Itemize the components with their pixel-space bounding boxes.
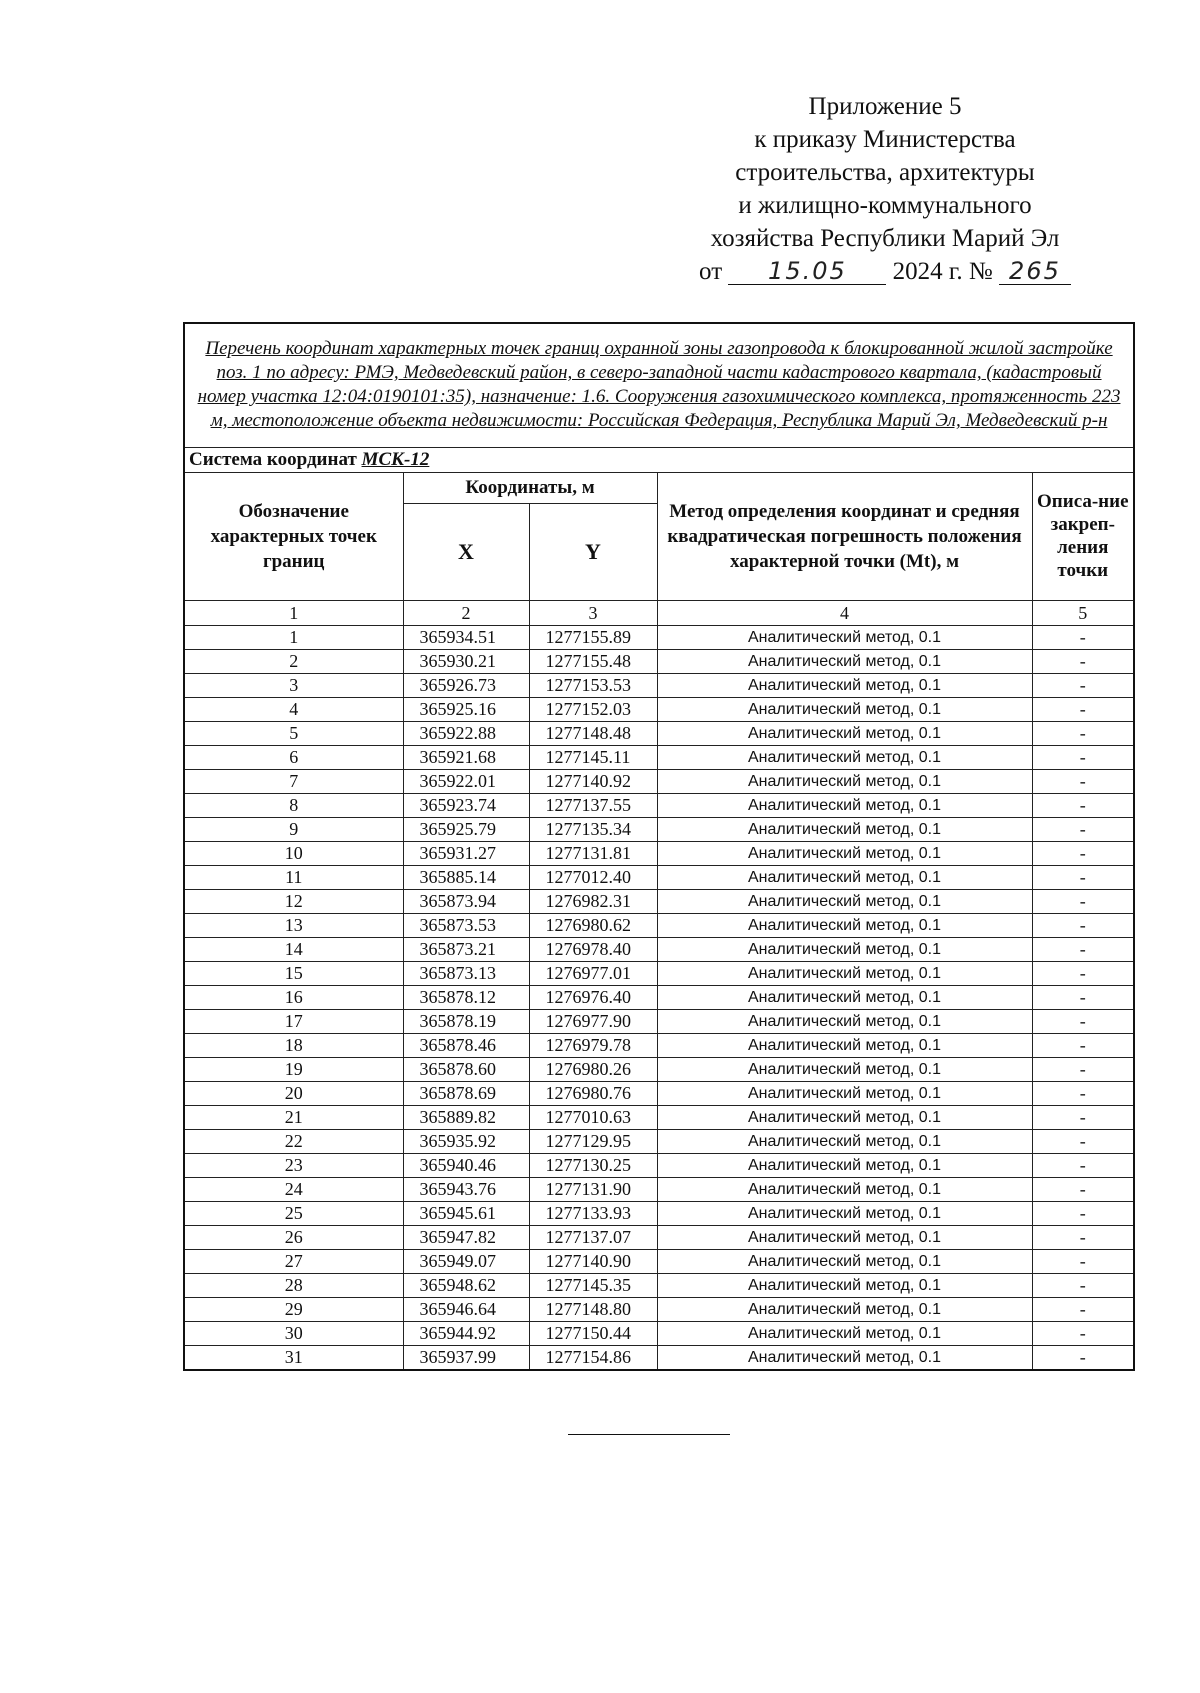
column-number: 3 (529, 600, 657, 625)
x-coordinate-cell: 365947.82 (403, 1225, 529, 1249)
table-title: Перечень координат характерных точек границ охранной зоны газопровода к блокированной жилой застройке поз. 1 по адресу: РМЭ, Медведевский район, в северо-западной части кадастрового квартала, (кадастровый номер участка 12:04:0190101:35), назначение: 1.6. Сооружения газохимического комплекса, протяженность 223 м, местоположение объекта недвижимости: Российская Федерация, Республика Марий Эл, Медведевский р-н (184, 323, 1134, 447)
y-coordinate-cell: 1277012.40 (529, 865, 657, 889)
x-coordinate-cell: 365878.69 (403, 1081, 529, 1105)
date-prefix: от (699, 258, 723, 285)
point-number-cell: 12 (184, 889, 403, 913)
y-coordinate-cell: 1277154.86 (529, 1345, 657, 1370)
x-coordinate-cell: 365889.82 (403, 1105, 529, 1129)
method-cell: Аналитический метод, 0.1 (657, 1105, 1032, 1129)
x-coordinate-cell: 365926.73 (403, 673, 529, 697)
y-coordinate-cell: 1276980.62 (529, 913, 657, 937)
y-coordinate-cell: 1277140.90 (529, 1249, 657, 1273)
x-coordinate-cell: 365922.01 (403, 769, 529, 793)
description-cell: - (1032, 1345, 1134, 1370)
table-row (184, 817, 1134, 841)
x-coordinate-cell: 365935.92 (403, 1129, 529, 1153)
y-coordinate-cell: 1277131.81 (529, 841, 657, 865)
y-coordinate-cell: 1277131.90 (529, 1177, 657, 1201)
end-divider (568, 1434, 730, 1435)
description-cell: - (1032, 841, 1134, 865)
table-row (184, 769, 1134, 793)
table-row (184, 1225, 1134, 1249)
point-number-cell: 2 (184, 649, 403, 673)
y-coordinate-cell: 1277148.48 (529, 721, 657, 745)
table-row (184, 721, 1134, 745)
x-coordinate-cell: 365873.94 (403, 889, 529, 913)
table-row (184, 1321, 1134, 1345)
y-coordinate-cell: 1276982.31 (529, 889, 657, 913)
x-coordinate-cell: 365925.79 (403, 817, 529, 841)
handwritten-date: 15.05 (728, 258, 886, 285)
point-number-cell: 3 (184, 673, 403, 697)
method-cell: Аналитический метод, 0.1 (657, 937, 1032, 961)
y-coordinate-cell: 1277145.11 (529, 745, 657, 769)
x-coordinate-cell: 365873.21 (403, 937, 529, 961)
description-cell: - (1032, 1201, 1134, 1225)
y-coordinate-cell: 1277148.80 (529, 1297, 657, 1321)
x-coordinate-cell: 365885.14 (403, 865, 529, 889)
method-cell: Аналитический метод, 0.1 (657, 817, 1032, 841)
x-coordinate-cell: 365878.19 (403, 1009, 529, 1033)
header-method: Метод определения координат и средняя квадратическая погрешность положения характерной точки (Mt), м (657, 472, 1032, 600)
description-cell: - (1032, 1321, 1134, 1345)
x-coordinate-cell: 365873.13 (403, 961, 529, 985)
method-cell: Аналитический метод, 0.1 (657, 721, 1032, 745)
point-number-cell: 25 (184, 1201, 403, 1225)
method-cell: Аналитический метод, 0.1 (657, 793, 1032, 817)
point-number-cell: 6 (184, 745, 403, 769)
y-coordinate-cell: 1277155.48 (529, 649, 657, 673)
x-coordinate-cell: 365945.61 (403, 1201, 529, 1225)
coordinate-system-value: МСК-12 (361, 448, 430, 470)
description-cell: - (1032, 1105, 1134, 1129)
method-cell: Аналитический метод, 0.1 (657, 1273, 1032, 1297)
y-coordinate-cell: 1277153.53 (529, 673, 657, 697)
method-cell: Аналитический метод, 0.1 (657, 1033, 1032, 1057)
point-number-cell: 13 (184, 913, 403, 937)
method-cell: Аналитический метод, 0.1 (657, 841, 1032, 865)
method-cell: Аналитический метод, 0.1 (657, 769, 1032, 793)
y-coordinate-cell: 1276977.90 (529, 1009, 657, 1033)
method-cell: Аналитический метод, 0.1 (657, 649, 1032, 673)
table-row (184, 1249, 1134, 1273)
point-number-cell: 15 (184, 961, 403, 985)
x-coordinate-cell: 365943.76 (403, 1177, 529, 1201)
x-coordinate-cell: 365934.51 (403, 625, 529, 649)
point-number-cell: 7 (184, 769, 403, 793)
method-cell: Аналитический метод, 0.1 (657, 673, 1032, 697)
y-coordinate-cell: 1276976.40 (529, 985, 657, 1009)
x-coordinate-cell: 365922.88 (403, 721, 529, 745)
description-cell: - (1032, 1153, 1134, 1177)
table-row (184, 1009, 1134, 1033)
table-row (184, 793, 1134, 817)
column-number: 1 (184, 600, 403, 625)
description-cell: - (1032, 673, 1134, 697)
method-cell: Аналитический метод, 0.1 (657, 625, 1032, 649)
y-coordinate-cell: 1277129.95 (529, 1129, 657, 1153)
coordinate-system-label: Система координат (189, 448, 357, 470)
point-number-cell: 20 (184, 1081, 403, 1105)
header-line: и жилищно-коммунального (738, 192, 1032, 219)
method-cell: Аналитический метод, 0.1 (657, 913, 1032, 937)
x-coordinate-cell: 365940.46 (403, 1153, 529, 1177)
point-number-cell: 4 (184, 697, 403, 721)
y-coordinate-cell: 1277130.25 (529, 1153, 657, 1177)
point-number-cell: 14 (184, 937, 403, 961)
point-number-cell: 10 (184, 841, 403, 865)
method-cell: Аналитический метод, 0.1 (657, 889, 1032, 913)
point-number-cell: 16 (184, 985, 403, 1009)
y-coordinate-cell: 1277145.35 (529, 1273, 657, 1297)
x-coordinate-cell: 365878.60 (403, 1057, 529, 1081)
table-row (184, 841, 1134, 865)
point-number-cell: 27 (184, 1249, 403, 1273)
description-cell: - (1032, 985, 1134, 1009)
description-cell: - (1032, 1273, 1134, 1297)
point-number-cell: 30 (184, 1321, 403, 1345)
point-number-cell: 23 (184, 1153, 403, 1177)
coordinate-system (184, 447, 1134, 472)
point-number-cell: 19 (184, 1057, 403, 1081)
x-coordinate-cell: 365946.64 (403, 1297, 529, 1321)
x-coordinate-cell: 365949.07 (403, 1249, 529, 1273)
description-cell: - (1032, 1009, 1134, 1033)
table-row (184, 1153, 1134, 1177)
table-row (184, 649, 1134, 673)
description-cell: - (1032, 865, 1134, 889)
method-cell: Аналитический метод, 0.1 (657, 1225, 1032, 1249)
column-number: 4 (657, 600, 1032, 625)
description-cell: - (1032, 889, 1134, 913)
y-coordinate-cell: 1277152.03 (529, 697, 657, 721)
description-cell: - (1032, 793, 1134, 817)
method-cell: Аналитический метод, 0.1 (657, 1297, 1032, 1321)
table-row (184, 913, 1134, 937)
description-cell: - (1032, 1033, 1134, 1057)
table-row (184, 961, 1134, 985)
handwritten-order-number: 265 (999, 258, 1071, 285)
method-cell: Аналитический метод, 0.1 (657, 1177, 1032, 1201)
x-coordinate-cell: 365878.12 (403, 985, 529, 1009)
table-row (184, 865, 1134, 889)
table-row (184, 745, 1134, 769)
coordinates-table (183, 322, 1135, 1371)
order-date-line (690, 255, 1080, 288)
y-coordinate-cell: 1277150.44 (529, 1321, 657, 1345)
method-cell: Аналитический метод, 0.1 (657, 961, 1032, 985)
description-cell: - (1032, 817, 1134, 841)
table-row (184, 889, 1134, 913)
table-row (184, 937, 1134, 961)
point-number-cell: 1 (184, 625, 403, 649)
point-number-cell: 9 (184, 817, 403, 841)
x-coordinate-cell: 365944.92 (403, 1321, 529, 1345)
table-row (184, 1177, 1134, 1201)
header-line: хозяйства Республики Марий Эл (710, 225, 1060, 252)
table-body (184, 625, 1134, 1370)
table-row (184, 697, 1134, 721)
point-number-cell: 11 (184, 865, 403, 889)
table-row (184, 1273, 1134, 1297)
column-number-row (184, 600, 1134, 625)
table-row (184, 1345, 1134, 1370)
description-cell: - (1032, 1249, 1134, 1273)
table-row (184, 1057, 1134, 1081)
y-coordinate-cell: 1277010.63 (529, 1105, 657, 1129)
x-coordinate-cell: 365873.53 (403, 913, 529, 937)
description-cell: - (1032, 625, 1134, 649)
y-coordinate-cell: 1277135.34 (529, 817, 657, 841)
y-coordinate-cell: 1277155.89 (529, 625, 657, 649)
description-cell: - (1032, 937, 1134, 961)
y-coordinate-cell: 1276977.01 (529, 961, 657, 985)
description-cell: - (1032, 1297, 1134, 1321)
method-cell: Аналитический метод, 0.1 (657, 1153, 1032, 1177)
method-cell: Аналитический метод, 0.1 (657, 865, 1032, 889)
column-number: 5 (1032, 600, 1134, 625)
header-y: Y (529, 503, 657, 600)
document-header (690, 90, 1080, 288)
x-coordinate-cell: 365931.27 (403, 841, 529, 865)
description-cell: - (1032, 721, 1134, 745)
table-row (184, 673, 1134, 697)
header-x: X (403, 503, 529, 600)
table-row (184, 1297, 1134, 1321)
description-cell: - (1032, 1081, 1134, 1105)
table-row (184, 625, 1134, 649)
method-cell: Аналитический метод, 0.1 (657, 1345, 1032, 1370)
method-cell: Аналитический метод, 0.1 (657, 1057, 1032, 1081)
y-coordinate-cell: 1276980.76 (529, 1081, 657, 1105)
table-row (184, 985, 1134, 1009)
y-coordinate-cell: 1276978.40 (529, 937, 657, 961)
point-number-cell: 28 (184, 1273, 403, 1297)
method-cell: Аналитический метод, 0.1 (657, 1249, 1032, 1273)
column-number: 2 (403, 600, 529, 625)
point-number-cell: 21 (184, 1105, 403, 1129)
description-cell: - (1032, 1057, 1134, 1081)
header-coordinates: Координаты, м (403, 472, 657, 503)
table-row (184, 1201, 1134, 1225)
method-cell: Аналитический метод, 0.1 (657, 697, 1032, 721)
point-number-cell: 17 (184, 1009, 403, 1033)
method-cell: Аналитический метод, 0.1 (657, 985, 1032, 1009)
y-coordinate-cell: 1277140.92 (529, 769, 657, 793)
table-row (184, 1033, 1134, 1057)
table-row (184, 1129, 1134, 1153)
method-cell: Аналитический метод, 0.1 (657, 1081, 1032, 1105)
header-line: к приказу Министерства (754, 126, 1016, 153)
x-coordinate-cell: 365878.46 (403, 1033, 529, 1057)
header-line: Приложение 5 (808, 93, 962, 120)
method-cell: Аналитический метод, 0.1 (657, 1009, 1032, 1033)
y-coordinate-cell: 1277137.55 (529, 793, 657, 817)
description-cell: - (1032, 1177, 1134, 1201)
year-text: 2024 г. № (892, 258, 993, 285)
description-cell: - (1032, 913, 1134, 937)
point-number-cell: 22 (184, 1129, 403, 1153)
point-number-cell: 29 (184, 1297, 403, 1321)
description-cell: - (1032, 697, 1134, 721)
method-cell: Аналитический метод, 0.1 (657, 1129, 1032, 1153)
description-cell: - (1032, 745, 1134, 769)
point-number-cell: 18 (184, 1033, 403, 1057)
x-coordinate-cell: 365921.68 (403, 745, 529, 769)
x-coordinate-cell: 365923.74 (403, 793, 529, 817)
point-number-cell: 26 (184, 1225, 403, 1249)
method-cell: Аналитический метод, 0.1 (657, 1201, 1032, 1225)
table-row (184, 1081, 1134, 1105)
x-coordinate-cell: 365925.16 (403, 697, 529, 721)
point-number-cell: 8 (184, 793, 403, 817)
point-number-cell: 24 (184, 1177, 403, 1201)
x-coordinate-cell: 365937.99 (403, 1345, 529, 1370)
x-coordinate-cell: 365948.62 (403, 1273, 529, 1297)
method-cell: Аналитический метод, 0.1 (657, 1321, 1032, 1345)
x-coordinate-cell: 365930.21 (403, 649, 529, 673)
description-cell: - (1032, 649, 1134, 673)
description-cell: - (1032, 1225, 1134, 1249)
table-row (184, 1105, 1134, 1129)
point-number-cell: 5 (184, 721, 403, 745)
header-line: строительства, архитектуры (735, 159, 1035, 186)
y-coordinate-cell: 1277133.93 (529, 1201, 657, 1225)
header-description: Описа-ние закреп-ления точки (1032, 472, 1134, 600)
point-number-cell: 31 (184, 1345, 403, 1370)
description-cell: - (1032, 769, 1134, 793)
y-coordinate-cell: 1276979.78 (529, 1033, 657, 1057)
y-coordinate-cell: 1277137.07 (529, 1225, 657, 1249)
method-cell: Аналитический метод, 0.1 (657, 745, 1032, 769)
y-coordinate-cell: 1276980.26 (529, 1057, 657, 1081)
description-cell: - (1032, 961, 1134, 985)
header-designation: Обозначение характерных точек границ (184, 472, 403, 600)
description-cell: - (1032, 1129, 1134, 1153)
